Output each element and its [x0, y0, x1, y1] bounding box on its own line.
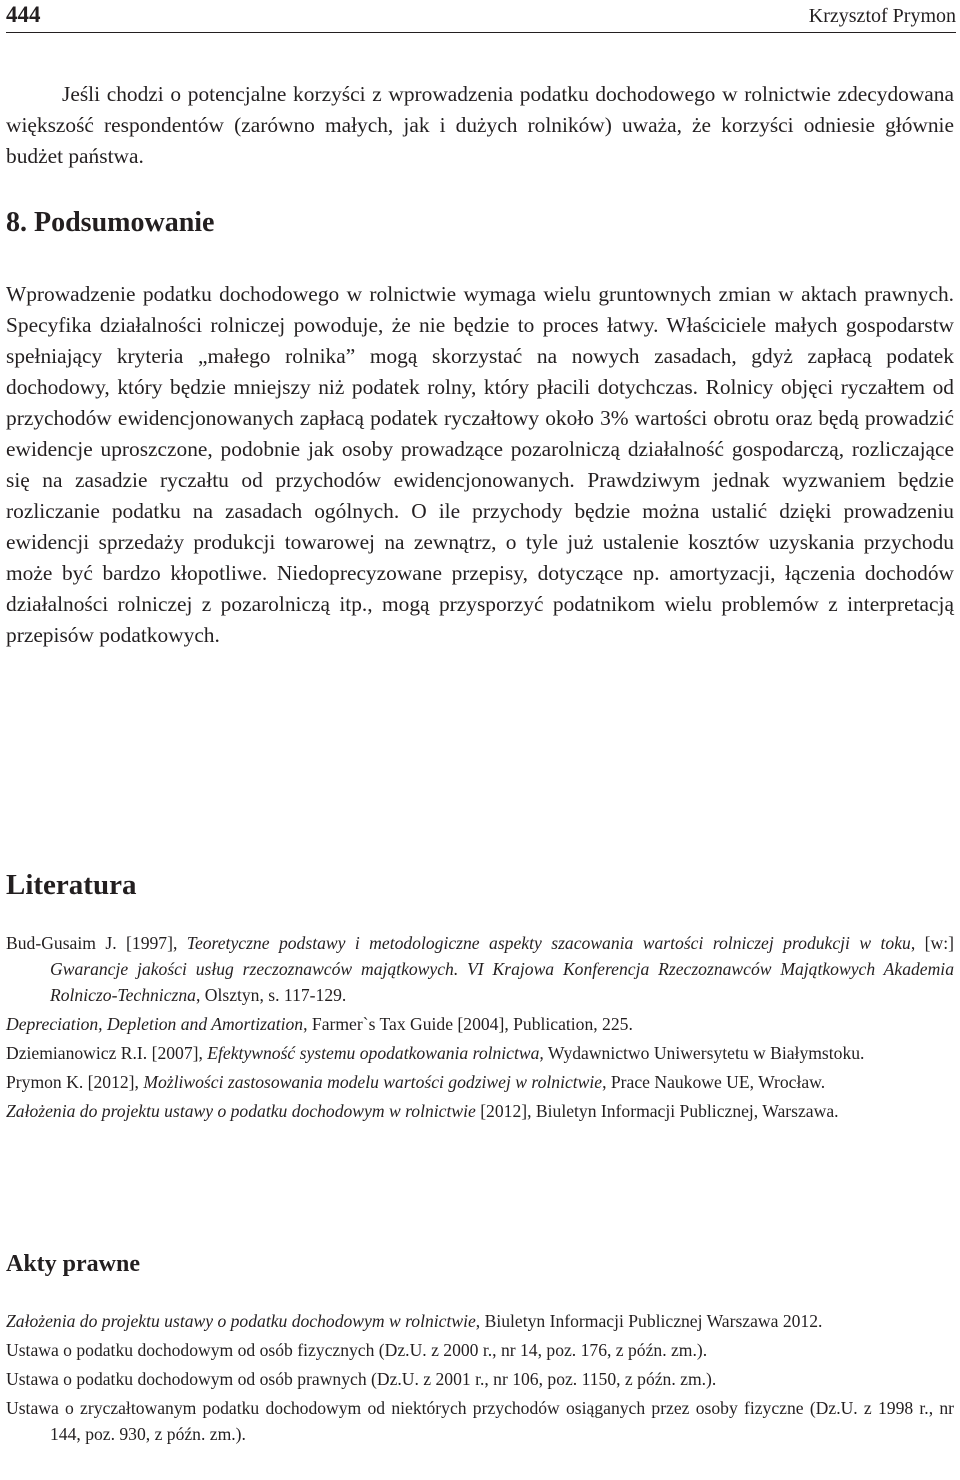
- legal-act-item: Ustawa o podatku dochodowym od osób fizycznych (Dz.U. z 2000 r., nr 14, poz. 176, z późn. zm.).: [6, 1340, 708, 1360]
- reference-item: Założenia do projektu ustawy o podatku dochodowym w rolnictwie [2012], Biuletyn Informacji Publicznej, Warszawa.: [6, 1101, 839, 1121]
- reference-item: Dziemianowicz R.I. [2007], Efektywność systemu opodatkowania rolnictwa, Wydawnictwo Uniwersytetu w Białymstoku.: [6, 1043, 865, 1063]
- literature-heading: Literatura: [6, 869, 137, 901]
- reference-item: Bud-Gusaim J. [1997], Teoretyczne podstawy i metodologiczne aspekty szacowania wartości rolniczej produkcji w toku, [w:] Gwarancje jakości usług rzeczoznawców majątkowych. VI Krajowa Konferencja Rzeczoznawców Majątkowych Akademia Rolniczo-Techniczna, Olsztyn, s. 117-129.: [6, 933, 954, 1005]
- running-head-author: Krzysztof Prymon: [808, 5, 956, 27]
- running-header: [6, 0, 956, 33]
- legal-act-item: Ustawa o zryczałtowanym podatku dochodowym od niektórych przychodów osiąganych przez osoby fizyczne (Dz.U. z 1998 r., nr 144, poz. 930, z późn. zm.).: [6, 1398, 954, 1444]
- section-heading-summary: 8. Podsumowanie: [6, 207, 215, 238]
- legal-act-item: Ustawa o podatku dochodowym od osób prawnych (Dz.U. z 2001 r., nr 106, poz. 1150, z późn. zm.).: [6, 1369, 717, 1389]
- legal-acts-heading: Akty prawne: [6, 1251, 141, 1277]
- legal-act-item: Założenia do projektu ustawy o podatku dochodowym w rolnictwie, Biuletyn Informacji Publicznej Warszawa 2012.: [6, 1311, 823, 1331]
- summary-paragraph: Wprowadzenie podatku dochodowego w rolnictwie wymaga wielu gruntownych zmian w aktach prawnych. Specyfika działalności rolniczej powoduje, że nie będzie to proces łatwy. Właściciele małych gospodarstw spełniający kryteria „małego rolnika” mogą skorzystać na nowych zasadach, gdyż zapłacą podatek dochodowy, który będzie mniejszy niż podatek rolny, który płacili dotychczas. Rolnicy objęci ryczałtem od przychodów ewidencjonowanych zapłacą podatek ryczałtowy około 3% wartości obrotu oraz będą prowadzić ewidencje uproszczone, podobnie jak osoby prowadzące pozarolniczą działalność gospodarczą, rozliczające się na zasadzie ryczałtu od przychodów ewidencjonowanych. Prawdziwym jednak wyzwaniem będzie rozliczanie podatku na zasadach ogólnych. O ile przychody będzie można ustalić dzięki prowadzeniu ewidencji sprzedaży produkcji towarowej na zewnątrz, o tyle już ustalenie kosztów uzyskania przychodu może być bardzo kłopotliwe. Niedoprecyzowane przepisy, dotyczące np. amortyzacji, łączenia dochodów działalności rolniczej z pozarolniczą itp., mogą przysporzyć podatnikom wielu problemów z interpretacją przepisów podatkowych.: [6, 282, 954, 647]
- legal-acts-list: [6, 1308, 954, 1450]
- intro-paragraph: Jeśli chodzi o potencjalne korzyści z wprowadzenia podatku dochodowego w rolnictwie zdecydowana większość respondentów (zarówno małych, jak i dużych rolników) uważa, że korzyści odniesie głównie budżet państwa.: [6, 82, 954, 168]
- literature-list: [6, 930, 954, 1127]
- page-number: 444: [6, 2, 41, 27]
- reference-item: Depreciation, Depletion and Amortization, Farmer`s Tax Guide [2004], Publication, 225.: [6, 1014, 633, 1034]
- reference-item: Prymon K. [2012], Możliwości zastosowania modelu wartości godziwej w rolnictwie, Prace Naukowe UE, Wrocław.: [6, 1072, 826, 1092]
